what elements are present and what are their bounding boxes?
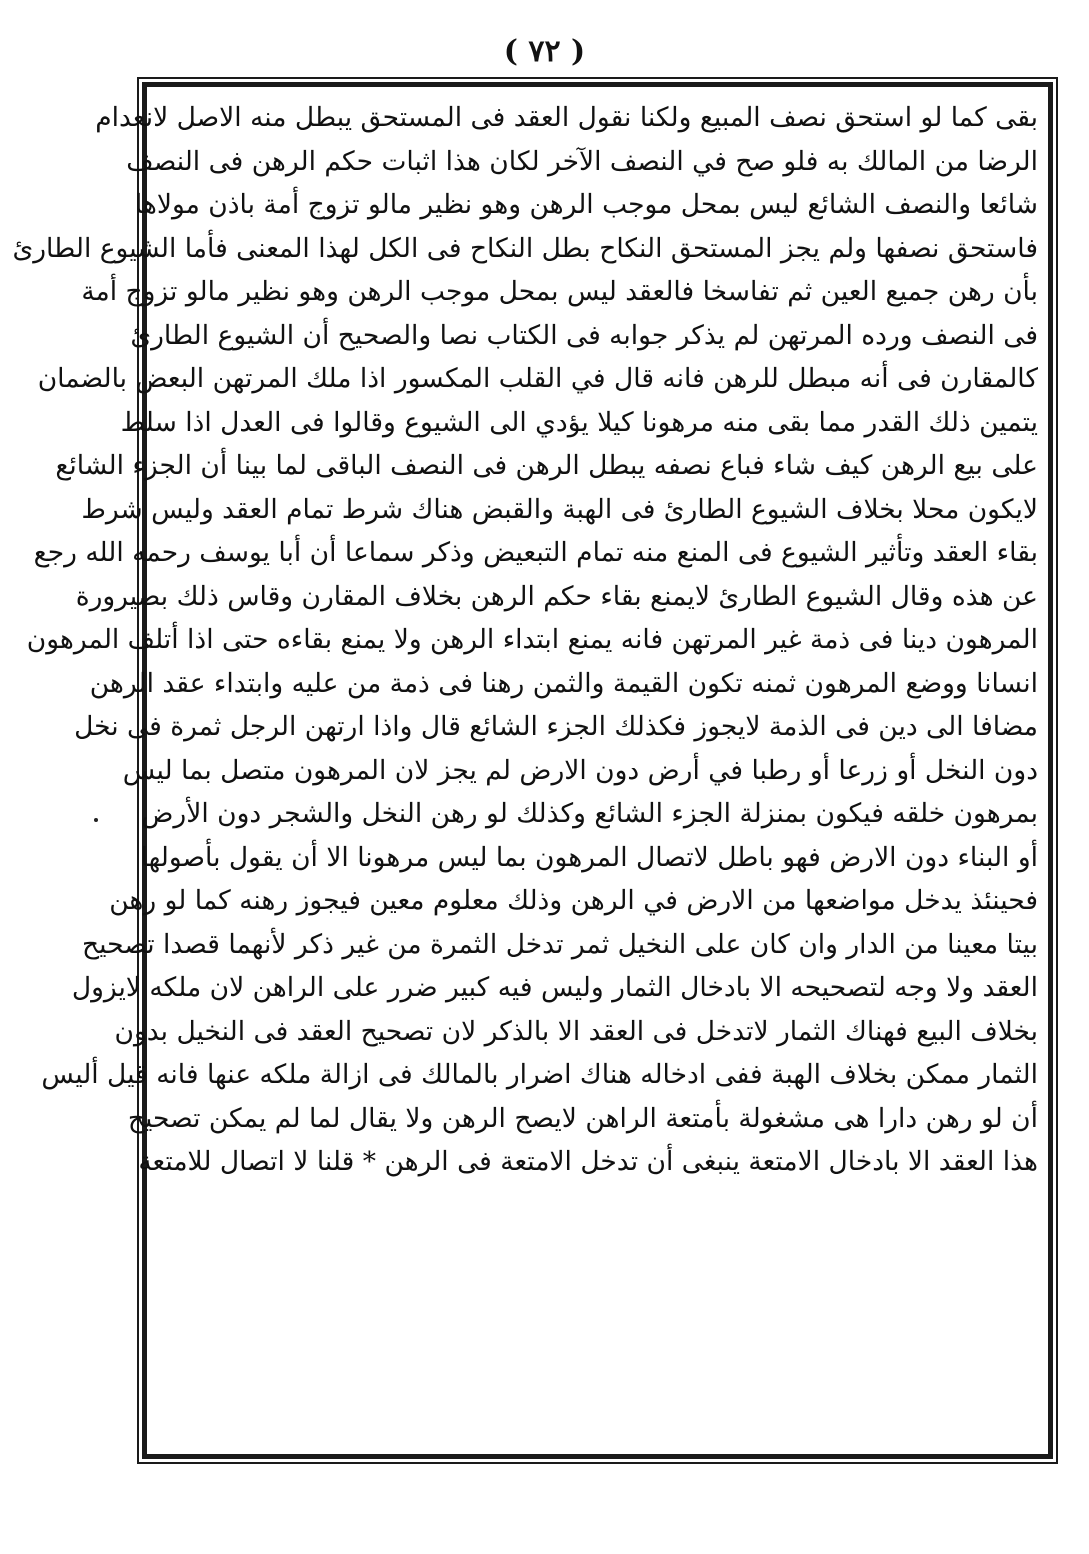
text-line: على بيع الرهن كيف شاء فباع نصفه يبطل الرهن فى النصف الباقى لما بينا أن الجزء الشائع (55, 450, 1038, 481)
text-line: فى النصف ورده المرتهن لم يذكر جوابه فى الكتاب نصا والصحيح أن الشيوع الطارئ (130, 319, 1038, 351)
page-number: ( ٧٢ ) (503, 34, 586, 69)
text-line: بقى كما لو استحق نصف المبيع ولكنا نقول العقد فى المستحق يبطل منه الاصل لانعدام (95, 102, 1038, 133)
text-line: بأن رهن جميع العين ثم تفاسخا فالعقد ليس بمحل موجب الرهن وهو نظير مالو تزوج أمة (81, 276, 1038, 307)
text-line: عن هذه وقال الشيوع الطارئ لايمنع بقاء حكم الرهن بخلاف المقارن وقاس ذلك بصيرورة (75, 580, 1038, 612)
text-line: العقد ولا وجه لتصحيحه الا بادخال الثمار وليس فيه كبير ضرر على الراهن لان ملكه لايزول (71, 972, 1038, 1003)
text-line: أن لو رهن دارا هى مشغولة بأمتعة الراهن لايصح الرهن ولا يقال لما لم يمكن تصحيح (127, 1102, 1038, 1134)
text-line: فحينئذ يدخل مواضعها من الارض في الرهن وذلك معلوم معين فيجوز رهنه كما لو رهن (109, 885, 1038, 916)
text-line: الثمار ممكن بخلاف الهبة ففى ادخاله هناك اضرار بالمالك فى ازالة ملكه عنها فانه قيل أليس (41, 1059, 1038, 1090)
text-frame (12, 82, 1053, 1459)
text-line: هذا العقد الا بادخال الامتعة ينبغى أن تدخل الامتعة فى الرهن * قلنا لا اتصال للامتعة (138, 1146, 1038, 1177)
text-line: أو البناء دون الارض فهو باطل لاتصال المرهون بما ليس مرهونا الا أن يقول بأصولها (140, 841, 1038, 873)
text-line: لايكون محلا بخلاف الشيوع الطارئ فى الهبة والقبض هناك شرط تمام العقد وليس شرط (81, 493, 1038, 525)
text-body (12, 96, 1038, 1444)
text-line: مضافا الى دين فى الذمة لايجوز فكذلك الجزء الشائع قال واذا ارتهن الرجل ثمرة فى نخل (74, 711, 1038, 742)
text-line: شائعا والنصف الشائع ليس بمحل موجب الرهن وهو نظير مالو تزوج أمة باذن مولاها (134, 189, 1038, 220)
text-line: بيتا معينا من الدار وان كان على النخيل ثمر تدخل الثمرة من غير ذكر لأنهما قصدا تصحيح (82, 928, 1038, 960)
text-line: المرهون دينا فى ذمة غير المرتهن فانه يمنع ابتداء الرهن ولا يمنع بقاءه حتى اذا أتلف المرهون (26, 624, 1038, 655)
text-line: فاستحق نصفها ولم يجز المستحق النكاح بطل النكاح فى الكل لهذا المعنى فأما الشيوع الطارئ (12, 232, 1038, 264)
text-line: كالمقارن فى أنه مبطل للرهن فانه قال في القلب المكسور اذا ملك المرتهن البعض بالضمان (37, 363, 1038, 394)
text-line: يتمين ذلك القدر مما بقى منه مرهونا كيلا يؤدي الى الشيوع وقالوا فى العدل اذا سلط (120, 406, 1038, 438)
text-line: بقاء العقد وتأثير الشيوع فى المنع منه تمام التبعيض وذكر سماعا أن أبا يوسف رحمه الله رجع (33, 537, 1038, 568)
text-line: انسانا ووضع المرهون ثمنه تكون القيمة والثمن رهنا فى ذمة من عليه وابتداء عقد الرهن (89, 667, 1038, 699)
stray-dot (94, 818, 98, 822)
text-line: بمرهون خلقه فيكون بمنزلة الجزء الشائع وكذلك لو رهن النخل والشجر دون الأرض (141, 798, 1038, 829)
text-line: دون النخل أو زرعا أو رطبا في أرض دون الارض لم يجز لان المرهون متصل بما ليس (122, 754, 1038, 786)
text-line: بخلاف البيع فهناك الثمار لاتدخل فى العقد الا بالذكر لان تصحيح العقد فى النخيل بدون (114, 1015, 1038, 1047)
text-line: الرضا من المالك به فلو صح في النصف الآخر لكان هذا اثبات حكم الرهن فى النصف (126, 145, 1038, 177)
